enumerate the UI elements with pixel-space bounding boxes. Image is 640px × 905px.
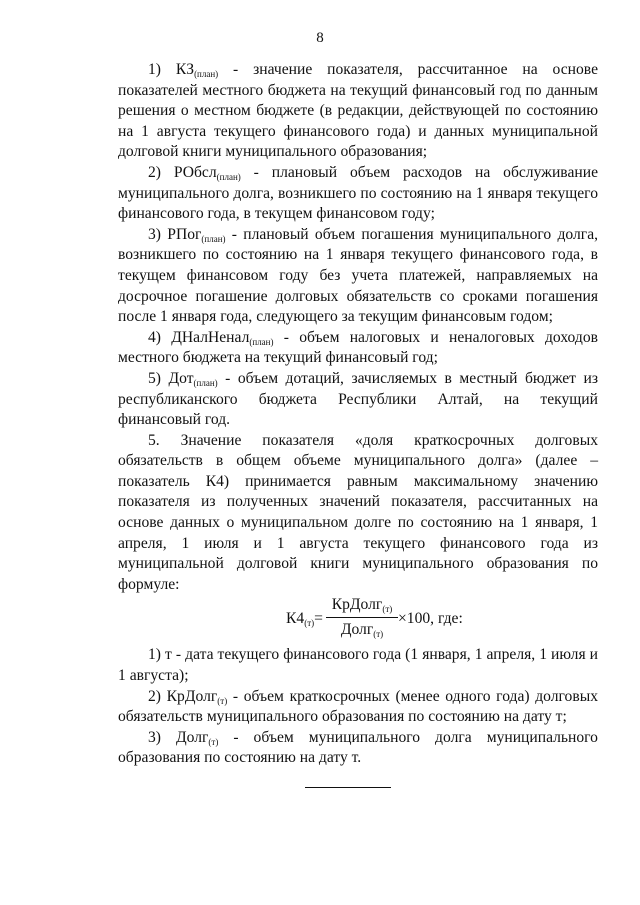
term-definition: - объем дотаций, зачисляемых в местный бюджет из республиканского бюджета Республики Алтай, на текущий финансовый год. xyxy=(118,369,598,429)
list-item xyxy=(118,369,598,431)
term-subscript: (т) xyxy=(208,736,219,747)
list-item xyxy=(118,60,598,163)
page-number: 8 xyxy=(316,30,324,46)
formula-equals: = xyxy=(314,610,323,628)
list-item xyxy=(118,225,598,328)
term: 2) КрДолг xyxy=(148,687,218,705)
term-subscript: (план) xyxy=(193,377,218,388)
term-subscript: (план) xyxy=(194,69,219,79)
end-divider xyxy=(305,787,391,788)
term-definition: - плановый объем расходов на обслуживание муниципального долга, возникшего по состоянию на 1 января текущего финансового года, в текущем финансовом году; xyxy=(118,163,598,223)
formula-fraction xyxy=(326,595,398,640)
term: 1) т xyxy=(148,646,172,664)
term-subscript: (т) xyxy=(217,695,228,706)
term-definition: - объем налоговых и неналоговых доходов местного бюджета на текущий финансовый год; xyxy=(118,328,598,367)
term: 5) Дот xyxy=(148,369,194,387)
fraction-bar xyxy=(326,617,398,618)
formula-block xyxy=(118,595,598,645)
term-definition: - дата текущего финансового года (1 января, 1 апреля, 1 июля и 1 августа); xyxy=(118,646,599,685)
formula-tail: ×100, где: xyxy=(398,610,463,628)
list-item xyxy=(118,328,598,369)
formula-lhs: $К4_{(т)}=$ xyxy=(286,610,323,629)
term-definition: - плановый объем погашения муниципального долга, возникшего по состоянию на 1 января текущего финансового года, в текущем финансовом году без учета платежей, направляемых на досрочное погашение долговых обязательств со сроками погашения после 1 января года, следующего за текущим финансовым годом; xyxy=(118,225,599,326)
formula-denominator: Долг$_{(т)}$ xyxy=(340,621,384,640)
term-subscript: (план) xyxy=(249,336,274,347)
definition-item xyxy=(118,687,598,728)
definition-item xyxy=(118,728,598,769)
term: 3) Долг xyxy=(148,728,209,746)
document-body xyxy=(118,60,598,788)
term: 4) ДНалНенал xyxy=(148,328,250,346)
term: 2) РОбсл xyxy=(148,163,217,181)
term: 1) КЗ xyxy=(148,61,195,78)
term-definition: - объем краткосрочных (менее одного года) долговых обязательств муниципального образования по состоянию на дату т; xyxy=(118,687,598,726)
definition-item xyxy=(118,645,598,686)
paragraph-5: 5. Значение показателя «доля краткосрочных долговых обязательств в общем объеме муниципального долга» (далее – показатель К4) принимается равным максимальному значению показателя из полученных значений показателя, рассчитанных на основе данных о муниципальном долге по состоянию на 1 января, 1 апреля, 1 июля и 1 августа текущего финансового года из муниципальной долговой книги муниципального образования по формуле: xyxy=(118,431,598,593)
term: 3) РПог xyxy=(148,225,202,243)
term-subscript: (план) xyxy=(216,171,241,182)
term-definition: - объем муниципального долга муниципального образования по состоянию на дату т. xyxy=(118,728,598,767)
term-subscript: (план) xyxy=(201,233,226,244)
list-item xyxy=(118,163,598,225)
term-definition: - значение показателя, рассчитанное на основе показателей местного бюджета на текущий финансовый год по данным решения о местном бюджете (в редакции, действующей по состоянию на 1 августа текущего финансового года) и данных муниципальной долговой книги муниципального образования; xyxy=(118,61,598,161)
formula-numerator: КрДолг$_{(т)}$ xyxy=(331,596,393,615)
